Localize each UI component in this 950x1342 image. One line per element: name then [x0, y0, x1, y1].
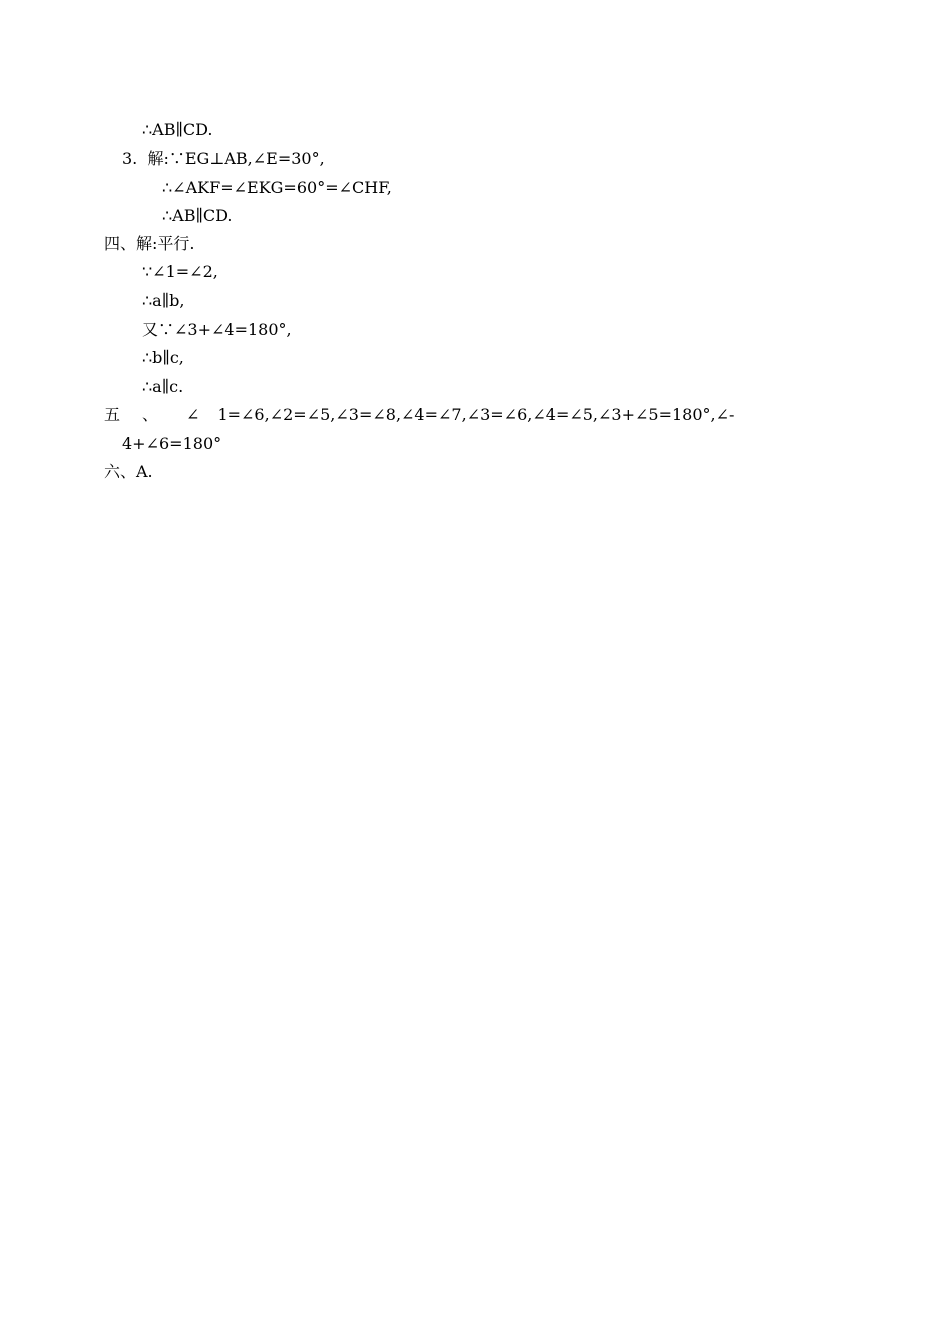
- section-6-answer: 六、A.: [104, 462, 153, 481]
- section-4-given-angles: ∵∠1=∠2,: [142, 262, 218, 281]
- section-4-a-parallel-b: ∴a∥b,: [142, 291, 185, 310]
- section-5-angle-pairs: 1=∠6,∠2=∠5,∠3=∠8,∠4=∠7,∠3=∠6,∠4=∠5,∠3+∠5=180°,∠-: [217, 405, 735, 424]
- section-4-conclusion: ∴a∥c.: [142, 377, 184, 396]
- section-4-supplementary: 又∵∠3+∠4=180°,: [142, 320, 292, 339]
- section-5-answer-line: [104, 405, 734, 425]
- section-5-number: 五: [104, 405, 121, 424]
- angle-symbol: ∠: [186, 405, 200, 424]
- section-4-b-parallel-c: ∴b∥c,: [142, 348, 184, 367]
- section-5-continuation: 4+∠6=180°: [122, 434, 222, 453]
- section-4-heading: 四、解:平行.: [104, 234, 195, 253]
- problem-3-conclusion: ∴AB∥CD.: [162, 206, 233, 225]
- problem-3-angle-equality: ∴∠AKF=∠EKG=60°=∠CHF,: [162, 178, 392, 197]
- proof-line-conclusion-ab-parallel-cd: ∴AB∥CD.: [142, 120, 213, 139]
- section-5-separator: 、: [142, 405, 159, 424]
- problem-3-given: 3. 解:∵EG⊥AB,∠E=30°,: [122, 149, 325, 168]
